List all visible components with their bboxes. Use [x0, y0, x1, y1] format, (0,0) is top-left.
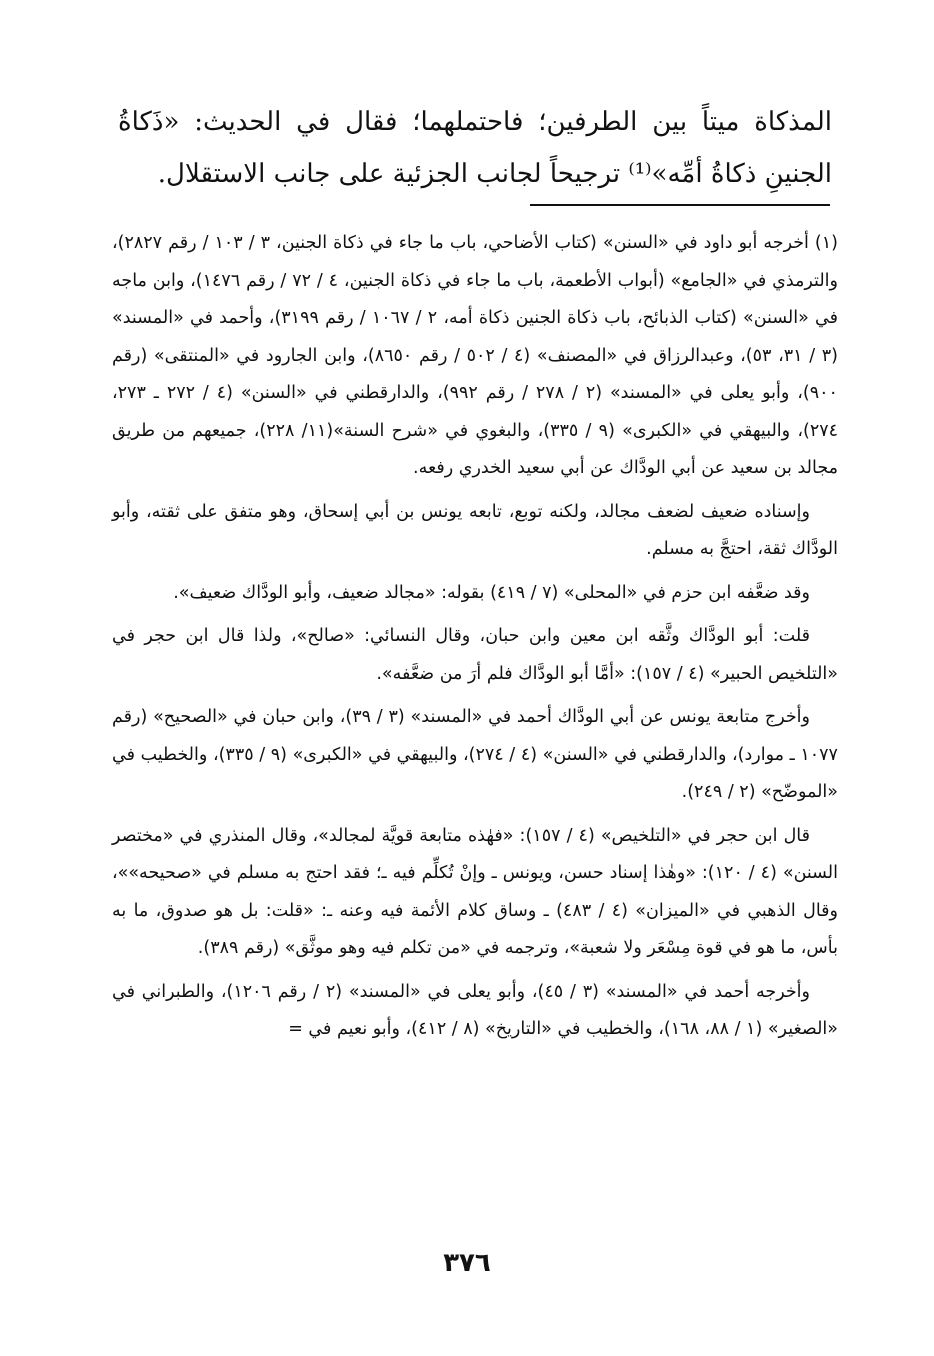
page-number: ٣٧٦ [443, 1248, 491, 1278]
footnote-paragraph: وقد ضعَّفه ابن حزم في «المحلى» (٧ / ٤١٩) بقوله: «مجالد ضعيف، وأبو الودَّاك ضعيف». [173, 582, 810, 603]
footnote-paragraph: وأخرج متابعة يونس عن أبي الودَّاك أحمد في «المسند» (٣ / ٣٩)، وابن حبان في «الصحيح» (رقم ١٠٧٧ ـ موارد)، والدارقطني في «السنن» (٤ / ٢٧٤)، والبيهقي في «الكبرى» (٩ / ٣٣٥)، والخطيب في «الموضّح» (٢ / ٢٤٩). [112, 707, 838, 802]
main-text-block [118, 96, 832, 200]
main-paragraph: المذكاة ميتاً بين الطرفين؛ فاحتملهما؛ فقال في الحديث: «ذَكاةُ الجنينِ ذكاةُ أمِّه»⁽¹⁾ ترجيحاً لجانب الجزئية على جانب الاستقلال. [118, 107, 832, 189]
footnote-paragraph: وأخرجه أحمد في «المسند» (٣ / ٤٥)، وأبو يعلى في «المسند» (٢ / رقم ١٢٠٦)، والطبراني في «الصغير» (١ / ٨٨، ١٦٨)، والخطيب في «التاريخ» (٨ / ٤١٢)، وأبو نعيم في = [112, 981, 838, 1039]
footnote-separator [530, 204, 830, 206]
footnote-paragraph: قلت: أبو الودَّاك وثَّقه ابن معين وابن حبان، وقال النسائي: «صالح»، ولذا قال ابن حجر في «التلخيص الحبير» (٤ / ١٥٧): «أمَّا أبو الودَّاك فلم أرَ من ضعَّفه». [112, 626, 838, 684]
footnotes-block [112, 225, 838, 1055]
footnote-paragraph: (١) أخرجه أبو داود في «السنن» (كتاب الأضاحي، باب ما جاء في ذكاة الجنين، ٣ / ١٠٣ / رقم ٢٨٢٧)، والترمذي في «الجامع» (أبواب الأطعمة، باب ما جاء في ذكاة الجنين، ٤ / ٧٢ / رقم ١٤٧٦)، وابن ماجه في «السنن» (كتاب الذبائح، باب ذكاة الجنين ذكاة أمه، ٢ / ١٠٦٧ / رقم ٣١٩٩)، وأحمد في «المسند» (٣ / ٣١، ٥٣)، وعبدالرزاق في «المصنف» (٤ / ٥٠٢ / رقم ٨٦٥٠)، وابن الجارود في «المنتقى» (رقم ٩٠٠)، وأبو يعلى في «المسند» (٢ / ٢٧٨ / رقم ٩٩٢)، والدارقطني في «السنن» (٤ / ٢٧٢ ـ ٢٧٣، ٢٧٤)، والبيهقي في «الكبرى» (٩ / ٣٣٥)، والبغوي في «شرح السنة»(١١/ ٢٢٨)، جميعهم من طريق مجالد بن سعيد عن أبي الودَّاك عن أبي سعيد الخدري رفعه. [112, 233, 839, 478]
footnote-paragraph: قال ابن حجر في «التلخيص» (٤ / ١٥٧): «فهٰذه متابعة قويَّة لمجالد»، وقال المنذري في «مختصر السنن» (٤ / ١٢٠): «وهٰذا إسناد حسن، ويونس ـ وإنْ تُكلِّم فيه ـ؛ فقد احتج به مسلم في «صحيحه»»، وقال الذهبي في «الميزان» (٤ / ٤٨٣) ـ وساق كلام الأئمة فيه وعنه ـ: «قلت: بل هو صدوق، ما به بأس، ما هو في قوة مِسْعَر ولا شعبة»، وترجمه في «من تكلم فيه وهو موثَّق» (رقم ٣٨٩). [112, 825, 838, 958]
footnote-paragraph: وإسناده ضعيف لضعف مجالد، ولكنه توبع، تابعه يونس بن أبي إسحاق، وهو متفق على ثقته، وأبو الودَّاك ثقة، احتجَّ به مسلم. [112, 501, 838, 559]
